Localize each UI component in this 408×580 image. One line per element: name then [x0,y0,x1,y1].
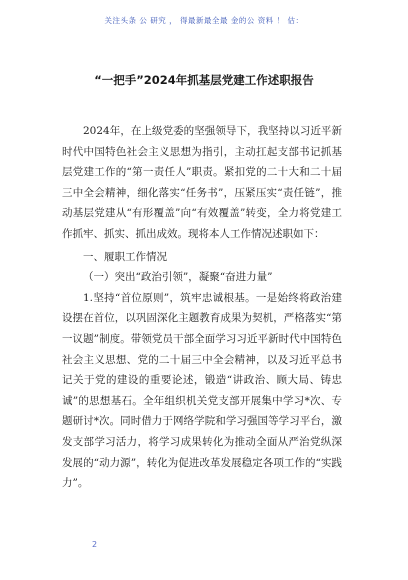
body-paragraph: 1.坚持“首位原则”，筑牢忠诚根基。一是始终将政治建设摆在首位，以巩固深化主题教育成果为契机，严格落实“第一议题”制度。带领党员干部全面学习习近平新时代中国特色社会主义思想、党的二十届三中全会精神，以及习近平总书记关于党的建设的重要论述，锻造“讲政治、顾大局、铸忠诚”的思想基石。全年组织机关党支部开展集中学习*次、专题研讨*次。同时借力于网络学院和学习强国等学习平台，激发支部学习活力，将学习成果转化为推动全面从严治党纵深发展的“动力源”，转化为促进改革发展稳定各项工作的“实践力”。 [62,291,342,490]
document-title: “一把手”2024年抓基层党建工作述职报告 [94,73,314,87]
section-heading: 一、履职工作情况 [83,250,167,263]
intro-paragraph: 2024年，在上级党委的坚强领导下，我坚持以习近平新时代中国特色社会主义思想为指引，主动扛起支部书记抓基层党建工作的“第一责任人”职责。紧扣党的二十大和二十届三中全会精神，细化落实“任务书”，压紧压实“责任链”，推动基层党建从“有形覆盖”向“有效覆盖”转变，全力将党建工作抓牢、抓实、抓出成效。现将本人工作情况述职如下： [62,125,342,240]
document-body [62,121,342,494]
page-number: 2 [92,540,98,549]
subsection-heading: （一）突出“政治引领”，凝聚“奋进力量” [83,271,273,284]
header-banner[interactable] [0,0,408,40]
banner-text: 关注头条 公 研究 ， 得最新最全最 金的公 资料 ！ 估： [104,15,304,25]
